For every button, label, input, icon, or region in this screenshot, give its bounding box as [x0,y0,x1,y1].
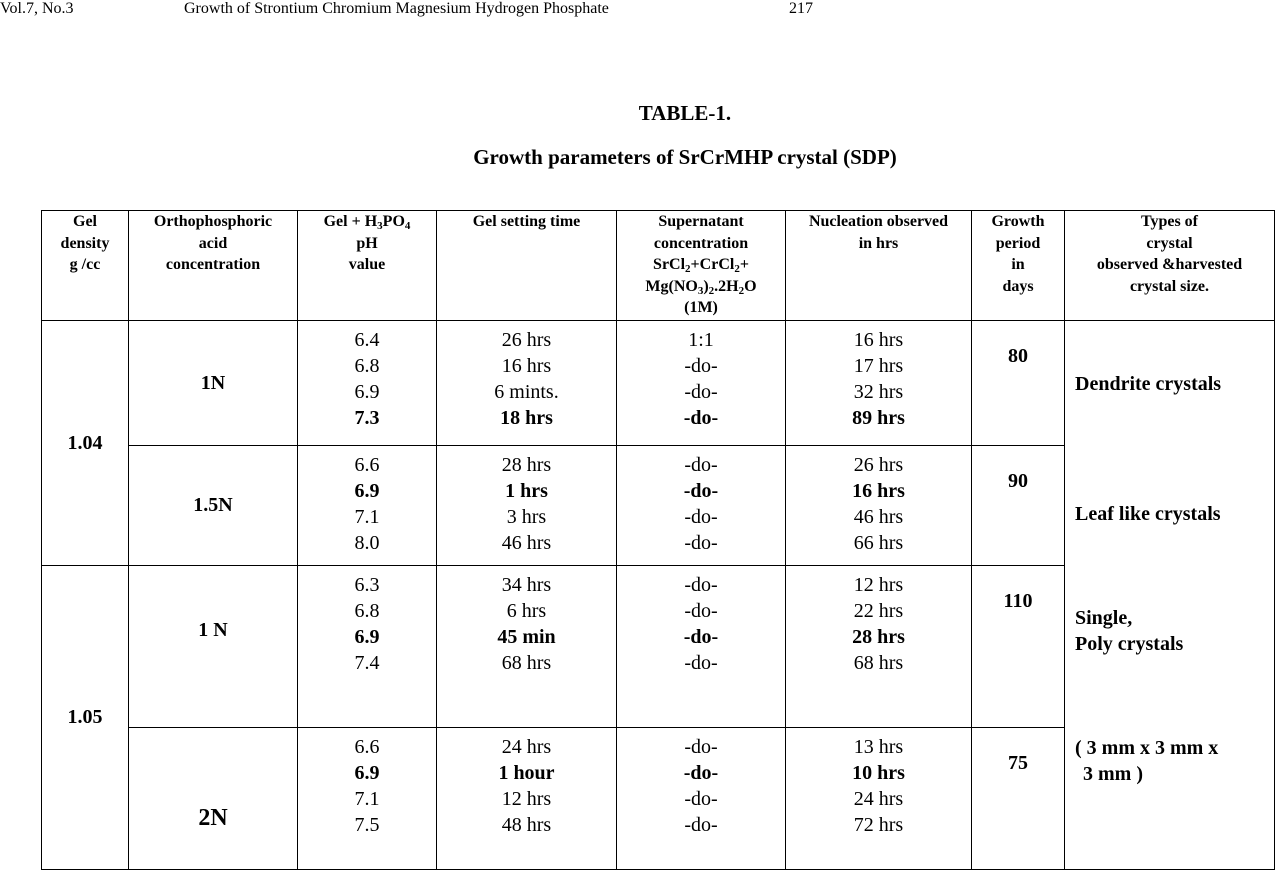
supernatant-cell: -do- -do- -do- -do- [617,728,786,870]
header-nucleation: Nucleation observed in hrs [786,211,972,321]
header-crystal-types: Types of crystal observed &harvested crystal size. [1065,211,1275,321]
ph-cell: 6.6 6.9 7.1 7.5 [298,728,437,870]
supernatant-cell: -do- -do- -do- -do- [617,446,786,566]
crystal-size-line1: ( 3 mm x 3 mm x [1075,737,1219,759]
acid-cell: 2N [129,728,298,870]
gel-density-cell: 1.05 [42,566,129,870]
crystal-type-leaf: Leaf like crystals [1075,503,1221,525]
crystal-types-cell [1065,321,1275,870]
crystal-type-poly: Poly crystals [1075,633,1184,655]
nucleation-cell: 13 hrs 10 hrs 24 hrs 72 hrs [786,728,972,870]
growth-parameters-table [41,210,1275,870]
gel-density-cell: 1.04 [42,321,129,566]
header-growth-period: Growth period in days [972,211,1065,321]
growth-period-cell: 75 [972,728,1065,870]
nucleation-cell: 12 hrs 22 hrs 28 hrs 68 hrs [786,566,972,728]
setting-time-cell: 26 hrs 16 hrs 6 mints. 18 hrs [437,321,617,446]
table-label: TABLE-1. [638,101,732,125]
table-row [42,321,1275,446]
running-title: Growth of Strontium Chromium Magnesium Hydrogen Phosphate [184,0,609,17]
header-row [42,211,1275,321]
setting-time-cell: 34 hrs 6 hrs 45 min 68 hrs [437,566,617,728]
supernatant-cell: -do- -do- -do- -do- [617,566,786,728]
growth-period-cell: 110 [972,566,1065,728]
nucleation-cell: 26 hrs 16 hrs 46 hrs 66 hrs [786,446,972,566]
table-caption: Growth parameters of SrCrMHP crystal (SDP) [473,145,897,169]
crystal-type-dendrite: Dendrite crystals [1075,373,1222,395]
growth-period-cell: 90 [972,446,1065,566]
header-supernatant: Supernatant concentration SrCl$_2$+CrCl$_2$+ $Mg(NO_3)_2.2H_2O$ (1M) [617,211,786,321]
acid-cell: 1 N [129,566,298,728]
ph-cell: 6.3 6.8 6.9 7.4 [298,566,437,728]
setting-time-cell: 28 hrs 1 hrs 3 hrs 46 hrs [437,446,617,566]
journal-volume: Vol.7, No.3 [0,0,74,17]
nucleation-cell: 16 hrs 17 hrs 32 hrs 89 hrs [786,321,972,446]
growth-period-cell: 80 [972,321,1065,446]
ph-cell: 6.6 6.9 7.1 8.0 [298,446,437,566]
crystal-size-line2: 3 mm ) [1083,763,1143,785]
ph-cell: 6.4 6.8 6.9 7.3 [298,321,437,446]
supernatant-cell: 1:1 -do- -do- -do- [617,321,786,446]
header-ph-value: Gel + $H_3PO_4$ pH value [298,211,437,321]
crystal-type-single: Single, [1075,607,1133,629]
header-gel-setting-time: Gel setting time [437,211,617,321]
header-gel-density: Gel density g /cc [42,211,129,321]
header-acid-concentration: Orthophosphoric acid concentration [129,211,298,321]
page-number: 217 [789,0,813,17]
acid-cell: 1N [129,321,298,446]
setting-time-cell: 24 hrs 1 hour 12 hrs 48 hrs [437,728,617,870]
acid-cell: 1.5N [129,446,298,566]
